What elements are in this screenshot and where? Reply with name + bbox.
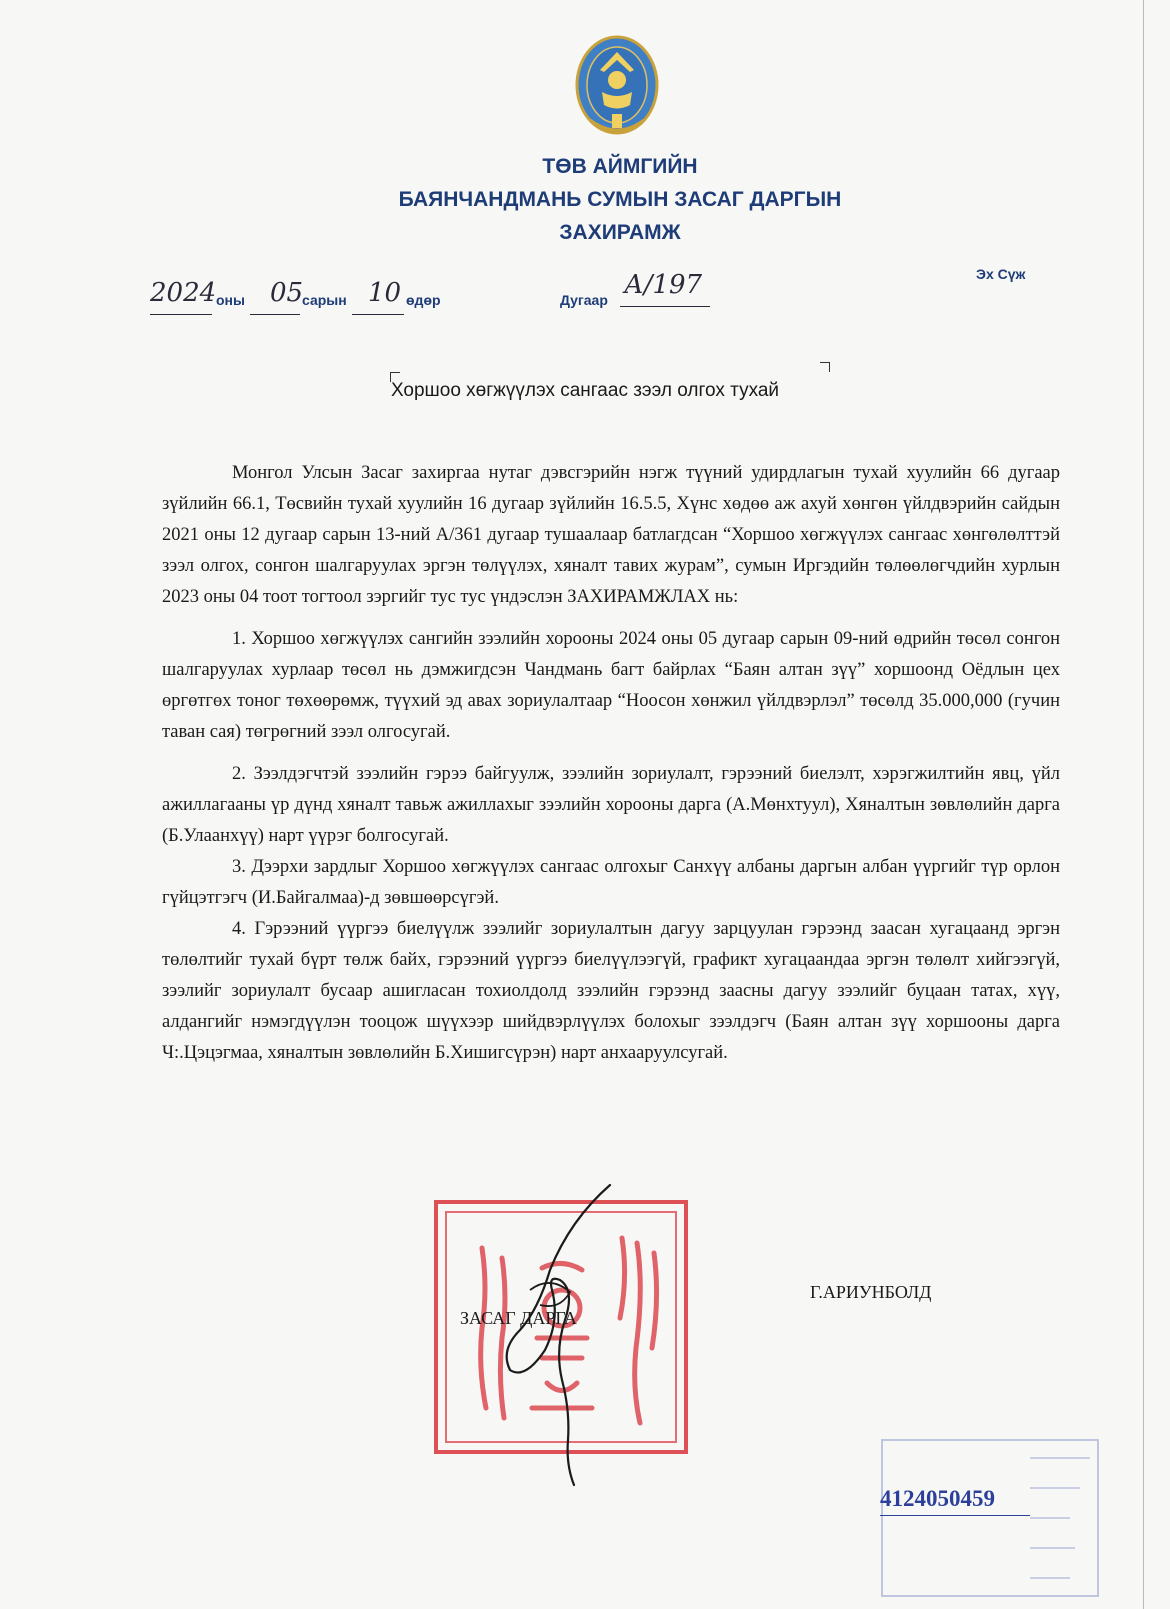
decree-item-1: 1. Хоршоо хөгжүүлэх сангийн зээлийн хорооны 2024 оны 05 дугаар сарын 09-ний өдрийн төсөл сонгон шалгаруулах хурлаар төсөл нь дэмжигдсэн Чандмань багт байрлах “Баян алтан зүү” хоршоонд Оёдлын цех өргөтгөх тоног төхөөрөмж, түүхий эд авах зориулалтаар “Ноосон хөнжил үйлдвэрлэл” төсөлд 35.000,000 (гучин таван сая) төгрөгний зээл олгосугай. <box>162 629 1060 742</box>
state-emblem-icon <box>572 30 662 140</box>
month-underline <box>250 314 300 315</box>
preamble-paragraph: Монгол Улсын Засаг захиргаа нутаг дэвсгэрийн нэгж түүний удирдлагын тухай хуулийн 66 дугаар зүйлийн 66.1, Төсвийн тухай хуулийн 16 дугаар зүйлийн 16.5.5, Хүнс хөдөө аж ахуй хөнгөн үйлдвэрийн сайдын 2021 оны 12 дугаар сарын 13-ний А/361 дугаар тушаалаар батлагдсан “Хоршоо хөгжүүлэх сангаас хөнгөлөлттэй зээл олгох, сонгон шалгаруулах эргэн төлүүлэх, хяналт тавих журам”, сумын Иргэдийн төлөөлөгчдийн хурлын 2023 оны 04 тоот тогтоол зэргийг тус тус үндэслэн ЗАХИРАМЖЛАХ нь: <box>162 463 1060 607</box>
date-day: 10 <box>368 278 402 308</box>
decree-item-3: 3. Дээрхи зардлыг Хоршоо хөгжүүлэх сангаас олгохыг Санхүү албаны даргын албан үүргийг түр орлон гүйцэтгэгч (И.Байгалмаа)-д зөвшөөрсүгэй. <box>162 857 1060 908</box>
registration-stamp-icon <box>880 1438 1100 1598</box>
header-line-governor: БАЯНЧАНДМАНЬ СУМЫН ЗАСАГ ДАРГЫН <box>398 188 842 211</box>
header-line-province: ТӨВ АЙМГИЙН <box>542 155 698 178</box>
place-label: Эх Сүж <box>976 266 1026 282</box>
day-label: өдөр <box>406 292 441 308</box>
registration-number: 4124050459 <box>880 1486 995 1511</box>
number-label: Дугаар <box>560 292 608 308</box>
day-underline <box>352 314 404 315</box>
number-underline <box>620 306 710 307</box>
date-month: 05 <box>270 278 304 308</box>
month-label: сарын <box>302 292 347 308</box>
date-line <box>150 266 1080 316</box>
year-underline <box>150 314 212 315</box>
registration-underline <box>880 1515 1030 1516</box>
decree-subject: Хоршоо хөгжүүлэх сангаас зээл олгох тухай <box>390 380 780 401</box>
page-edge <box>1143 0 1144 1609</box>
decree-number: А/197 <box>624 270 703 300</box>
subject-bracket-right <box>820 362 830 372</box>
decree-body <box>162 458 1060 1069</box>
document-header <box>300 150 940 249</box>
signatory-title: ЗАСАГ ДАРГА <box>460 1308 577 1328</box>
decree-item-2: 2. Зээлдэгчтэй зээлийн гэрээ байгуулж, зээлийн зориулалт, гэрээний биелэлт, хэрэгжилтийн явц, үйл ажиллагааны үр дүнд хяналт тавьж ажиллахыг зээлийн хорооны дарга (А.Мөнхтуул), Хяналтын зөвлөлийн дарга (Б.Улаанхүү) нарт үүрэг болгосугай. <box>162 764 1060 846</box>
signatory-name: Г.АРИУНБОЛД <box>810 1282 932 1302</box>
date-year: 2024 <box>150 278 217 308</box>
header-line-decree: ЗАХИРАМЖ <box>559 221 681 244</box>
year-label: оны <box>216 292 245 308</box>
handwritten-signature-icon <box>490 1180 650 1490</box>
decree-item-4: 4. Гэрээний үүргээ биелүүлж зээлийг зориулалтын дагуу зарцуулан гэрээнд заасан хугацаанд эргэн төлөлтийг тухай бүрт төлж байх, гэрээний үүргээ биелүүлээгүй, графикт хугацаандаа эргэн төлөлт хийгээгүй, зээлийг зориулалт бусаар ашигласан тохиолдолд зээлийн гэрээнд заасны дагуу зээлийг буцаан татах, хүү, алдангийг нэмэгдүүлэн тооцож шүүхээр шийдвэрлүүлэх болохыг зээлдэгч (Баян алтан зүү хоршооны дарга Ч:.Цэцэгмаа, хяналтын зөвлөлийн Б.Хишигсүрэн) нарт анхааруулсугай. <box>162 919 1060 1063</box>
